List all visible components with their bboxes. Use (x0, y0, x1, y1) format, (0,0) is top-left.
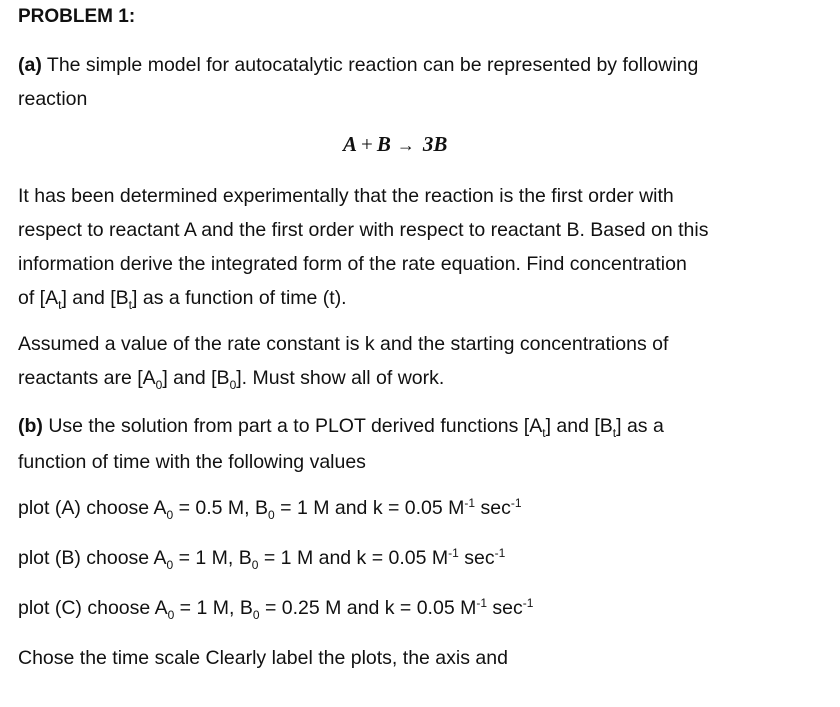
part-a-intro-line-1 (18, 48, 808, 82)
text-segment: plot (B) choose A (18, 547, 167, 569)
text-segment: = 1 M and k = 0.05 M (274, 497, 465, 519)
assumption-line-1: Assumed a value of the rate constant is k and the starting concentrations of (18, 333, 669, 355)
plot-b-line (18, 541, 808, 577)
text-segment: = 1 M, B (174, 597, 253, 619)
text-segment: ] as a function of time (t). (132, 287, 347, 309)
text-segment: ] and [B (61, 287, 129, 309)
part-a-body-line-4 (18, 281, 808, 317)
text-segment: = 1 M and k = 0.05 M (258, 547, 449, 569)
assumption-line-2 (18, 361, 808, 397)
part-a-body-line-2: respect to reactant A and the first order with respect to reactant B. Based on this (18, 219, 709, 241)
final-instruction-line: Chose the time scale Clearly label the plots, the axis and (18, 647, 508, 669)
superscript: -1 (476, 596, 487, 610)
superscript: -1 (494, 546, 506, 560)
subscript: 0 (166, 508, 174, 522)
text-segment: reactants are [A (18, 367, 156, 389)
reaction-equation (343, 132, 447, 157)
subscript: t (128, 298, 133, 312)
part-a-body-line-3: information derive the integrated form of the rate equation. Find concentration (18, 253, 687, 275)
text-segment: Use the solution from part a to PLOT derived functions [A (42, 415, 543, 437)
superscript: -1 (522, 596, 534, 610)
part-b-line-1 (18, 409, 808, 445)
text-segment: ]. Must show all of work. (236, 367, 445, 389)
equation-reactant-b: B (376, 132, 391, 156)
plot-a-line (18, 491, 808, 527)
part-b-label: (b) (18, 415, 43, 437)
problem-title: PROBLEM 1: (18, 6, 136, 27)
subscript: 0 (229, 378, 237, 392)
equation-arrow: → (396, 135, 415, 155)
text-segment: ] as a (616, 415, 664, 437)
plot-c-line (18, 591, 808, 627)
subscript: 0 (167, 608, 175, 622)
subscript: 0 (166, 558, 174, 572)
subscript: 0 (252, 608, 260, 622)
subscript: t (542, 426, 546, 440)
final-instruction (18, 641, 808, 675)
text-segment: = 1 M, B (173, 547, 252, 569)
part-a-label: (a) (18, 54, 42, 76)
subscript: t (58, 298, 62, 312)
superscript: -1 (448, 546, 459, 560)
text-segment: plot (C) choose A (18, 597, 168, 619)
part-b-line-2: function of time with the following values (18, 451, 366, 473)
text-segment: plot (A) choose A (18, 497, 167, 519)
text-segment: sec (458, 547, 495, 569)
equation-product: 3B (422, 132, 448, 156)
part-b-intro (18, 409, 808, 479)
text-segment: = 0.25 M and k = 0.05 M (259, 597, 477, 619)
part-a-intro-text-1: The simple model for autocatalytic reaction can be represented by following (41, 54, 699, 76)
subscript: 0 (155, 378, 163, 392)
text-segment: ] and [B (545, 415, 613, 437)
text-segment: ] and [B (162, 367, 230, 389)
equation-reactant-a: A (343, 132, 358, 156)
text-segment: of [A (18, 287, 59, 309)
subscript: t (612, 426, 617, 440)
part-a-body-line-1: It has been determined experimentally that the reaction is the first order with (18, 185, 674, 207)
part-a-intro-line-2: reaction (18, 88, 88, 110)
part-a-body (18, 179, 808, 317)
part-a-assumptions (18, 327, 808, 397)
part-a-intro (18, 48, 808, 116)
plot-b-spec (18, 541, 808, 577)
subscript: 0 (268, 508, 275, 522)
superscript: -1 (510, 496, 522, 510)
text-segment: sec (475, 497, 511, 519)
equation-plus: + (361, 132, 373, 156)
text-segment: = 0.5 M, B (173, 497, 269, 519)
plot-a-spec (18, 491, 808, 527)
plot-c-spec (18, 591, 808, 627)
superscript: -1 (464, 496, 476, 510)
text-segment: sec (487, 597, 523, 619)
subscript: 0 (251, 558, 259, 572)
